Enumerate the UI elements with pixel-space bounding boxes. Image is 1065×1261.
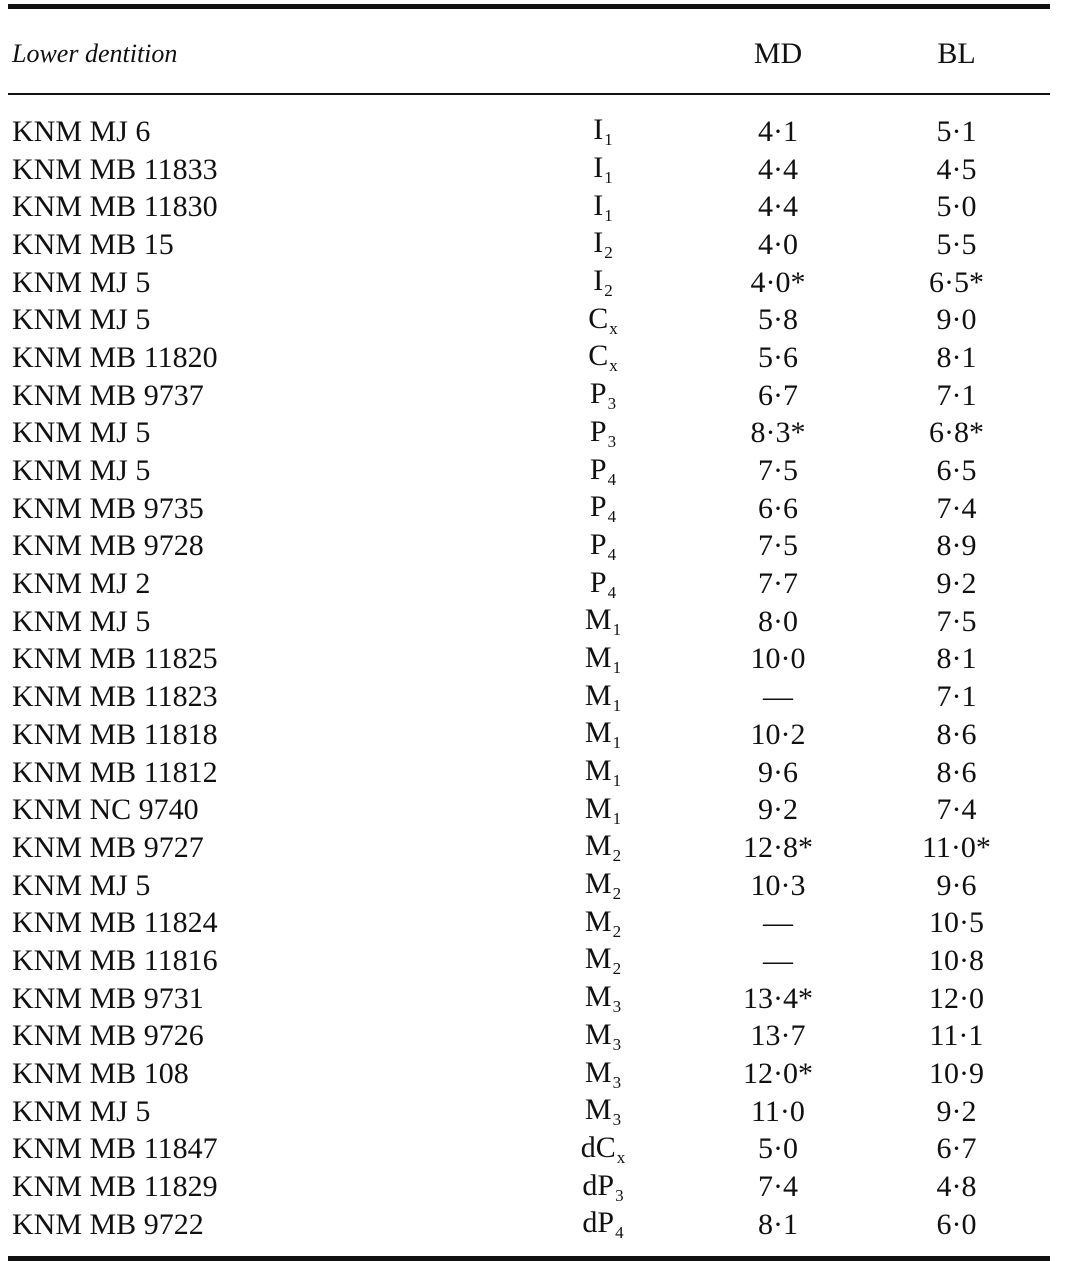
md-cell: 7·5 [758,454,798,488]
tooth-cell [513,153,693,186]
bl-cell: 8·9 [936,529,977,563]
tooth-position: 3 [615,1185,624,1205]
md-cell: 11·0 [751,1094,805,1128]
specimen-cell: KNM MJ 5 [12,303,151,337]
tooth-type: M [584,754,612,788]
md-cell: 13·4* [743,981,813,1015]
tooth-position: 4 [615,1223,624,1243]
table-row [8,528,1050,566]
table-row [8,264,1050,302]
table-body [8,95,1050,1244]
tooth-position: 2 [612,921,622,941]
bl-cell: 8·6 [936,717,977,751]
bl-cell: 6·5 [936,454,977,488]
specimen-cell: KNM MB 11818 [12,717,218,751]
specimen-cell: KNM MB 9731 [12,981,204,1015]
table-row [8,113,1050,151]
md-cell: 4·0* [750,265,806,299]
table-row [8,301,1050,339]
bl-cell: 10·8 [929,943,984,977]
tooth-cell [513,1055,693,1092]
tooth-cell [513,188,693,225]
md-cell: — [763,943,793,977]
bl-cell: 6·0 [936,1207,977,1241]
bl-cell: 8·6 [936,755,977,789]
specimen-cell: KNM MJ 5 [12,265,151,299]
table-row [8,1093,1050,1131]
specimen-cell: KNM MB 9722 [12,1207,204,1241]
tooth-cell [513,341,693,374]
tooth-type: M [584,1055,612,1089]
table-row [8,1168,1050,1206]
md-cell: 10·3 [750,868,806,902]
specimen-cell: KNM MB 11812 [12,755,218,789]
tooth-position: 1 [604,205,613,225]
md-cell: 12·0* [743,1057,813,1091]
md-cell: 4·4 [758,152,798,186]
specimen-cell: KNM MB 9726 [12,1019,204,1053]
tooth-position: x [609,356,618,376]
tooth-position: 2 [604,281,613,301]
tooth-cell [513,869,693,902]
tooth-type: M [584,904,612,938]
table-row [8,829,1050,867]
tooth-cell [513,452,693,489]
tooth-type: P [589,377,607,411]
tooth-position: 1 [604,130,613,150]
tooth-cell [513,944,693,977]
bl-cell: 7·4 [936,491,977,525]
tooth-type: M [584,716,612,750]
table-header-row [8,9,1050,93]
table-row [8,452,1050,490]
tooth-cell [513,605,693,638]
bl-cell: 4·5 [936,152,977,186]
specimen-cell: KNM MB 11816 [12,943,218,977]
bl-cell: 5·0 [936,190,977,224]
table-row [8,339,1050,377]
specimen-cell: KNM MB 11825 [12,642,218,676]
table-row [8,490,1050,528]
tooth-cell [513,1017,693,1054]
bl-cell: 7·5 [936,604,977,638]
bl-cell: 12·0 [929,981,984,1015]
tooth-type: P [589,414,607,448]
bl-cell: 10·9 [929,1057,984,1091]
tooth-type: M [584,829,612,863]
tooth-position: 4 [607,507,617,527]
specimen-cell: KNM MB 11820 [12,340,218,374]
tooth-cell [513,527,693,564]
table-bottom-rule [8,1256,1050,1261]
bl-cell: 9·6 [936,868,977,902]
tooth-position: 1 [612,657,622,677]
tooth-cell [513,640,693,677]
tooth-position: 4 [607,544,617,564]
tooth-position: 2 [612,884,622,904]
header-bl: BL [937,37,976,70]
md-cell: 7·7 [758,567,798,601]
md-cell: — [763,906,793,940]
specimen-cell: KNM MJ 5 [12,454,151,488]
md-cell: 9·6 [758,755,798,789]
tooth-position: 3 [612,1110,622,1130]
md-cell: 12·8* [743,830,813,864]
table-row [8,377,1050,415]
table-row [8,754,1050,792]
dentition-table [8,4,1050,1261]
tooth-type: C [588,339,609,373]
tooth-type: P [589,490,607,524]
tooth-cell [513,1208,693,1241]
specimen-cell: KNM MJ 5 [12,416,151,450]
bl-cell: 8·1 [936,340,977,374]
specimen-cell: KNM MB 9737 [12,378,204,412]
tooth-position: 1 [612,771,622,791]
table-row [8,678,1050,716]
tooth-position: 2 [604,243,613,263]
md-cell: 5·6 [758,340,798,374]
table-row [8,716,1050,754]
tooth-position: 3 [607,394,617,414]
md-cell: 9·2 [758,793,798,827]
tooth-position: x [616,1147,626,1167]
specimen-cell: KNM MB 11829 [12,1170,218,1204]
tooth-type: C [588,301,609,335]
tooth-cell [513,791,693,828]
bl-cell: 5·1 [936,114,977,148]
tooth-position: 3 [612,1072,622,1092]
bl-cell: 6·7 [936,1132,977,1166]
table-row [8,151,1050,189]
specimen-cell: KNM MB 9727 [12,830,204,864]
specimen-cell: KNM MB 11823 [12,680,218,714]
specimen-cell: KNM MB 11830 [12,190,218,224]
tooth-cell [513,266,693,299]
tooth-type: I [593,226,604,260]
tooth-cell [513,1130,693,1167]
table-row [8,942,1050,980]
table-row [8,867,1050,905]
md-cell: 8·0 [758,604,798,638]
tooth-cell [513,1168,693,1205]
md-cell: 7·5 [758,529,798,563]
specimen-cell: KNM MB 15 [12,227,174,261]
bl-cell: 11·1 [929,1019,984,1053]
tooth-cell [513,678,693,715]
bl-cell: 6·8* [929,416,984,450]
bl-cell: 7·4 [936,793,977,827]
specimen-cell: KNM MB 9735 [12,491,204,525]
tooth-type: I [593,113,604,147]
md-cell: 8·3* [750,416,806,450]
tooth-type: M [584,678,612,712]
table-row [8,226,1050,264]
specimen-cell: KNM MB 11833 [12,152,218,186]
specimen-cell: KNM MB 11847 [12,1132,218,1166]
md-cell: 6·7 [758,378,798,412]
tooth-cell [513,379,693,412]
tooth-cell [513,1095,693,1128]
table-row [8,1018,1050,1056]
md-cell: 4·0 [758,227,798,261]
tooth-position: 4 [607,582,617,602]
bl-cell: 11·0* [922,830,991,864]
tooth-type: I [593,151,604,185]
tooth-type: M [584,640,612,674]
md-cell: 6·6 [758,491,798,525]
specimen-cell: KNM NC 9740 [12,793,199,827]
tooth-cell [513,904,693,941]
header-specimen: Lower dentition [12,39,178,68]
table-row [8,904,1050,942]
tooth-position: 4 [607,469,617,489]
tooth-type: M [584,1093,612,1127]
tooth-position: 1 [612,733,622,753]
table-row [8,603,1050,641]
specimen-cell: KNM MB 108 [12,1057,189,1091]
tooth-type: M [584,867,612,901]
table-row [8,980,1050,1018]
tooth-cell [513,565,693,602]
tooth-cell [513,756,693,789]
tooth-cell [513,831,693,864]
tooth-type: dP [582,1168,615,1202]
table-row [8,188,1050,226]
table-row [8,1055,1050,1093]
bl-cell: 7·1 [936,680,977,714]
tooth-cell [513,301,693,338]
tooth-position: 2 [612,959,622,979]
tooth-position: 3 [607,431,617,451]
tooth-type: dP [582,1206,615,1240]
tooth-cell [513,492,693,525]
md-cell: 5·0 [758,1132,798,1166]
md-cell: 5·8 [758,303,798,337]
md-cell: 4·1 [758,114,798,148]
tooth-type: P [589,527,607,561]
md-cell: 4·4 [758,190,798,224]
tooth-cell [513,228,693,261]
table-row [8,565,1050,603]
md-cell: 13·7 [750,1019,806,1053]
tooth-position: 1 [604,168,613,188]
tooth-type: dC [580,1130,616,1164]
tooth-cell [513,718,693,751]
specimen-cell: KNM MJ 2 [12,567,151,601]
tooth-position: 1 [612,695,622,715]
tooth-position: 3 [612,997,622,1017]
bl-cell: 4·8 [936,1170,977,1204]
md-cell: 10·0 [750,642,806,676]
tooth-cell [513,414,693,451]
tooth-cell [513,115,693,148]
tooth-type: P [589,452,607,486]
table-row [8,1206,1050,1244]
specimen-cell: KNM MB 9728 [12,529,204,563]
tooth-type: I [593,188,604,222]
table-row [8,1131,1050,1169]
tooth-position: 3 [612,1034,622,1054]
bl-cell: 10·5 [929,906,984,940]
bl-cell: 8·1 [936,642,977,676]
tooth-type: M [584,603,612,637]
tooth-type: I [593,264,604,298]
tooth-position: x [609,318,618,338]
md-cell: — [763,680,793,714]
md-cell: 7·4 [758,1170,798,1204]
tooth-type: M [584,942,612,976]
bl-cell: 9·0 [936,303,977,337]
tooth-position: 1 [612,620,622,640]
bl-cell: 5·5 [936,227,977,261]
md-cell: 8·1 [758,1207,798,1241]
tooth-type: P [589,565,607,599]
tooth-position: 1 [612,808,622,828]
table-row [8,791,1050,829]
specimen-cell: KNM MJ 5 [12,604,151,638]
tooth-cell [513,982,693,1015]
table-row [8,415,1050,453]
specimen-cell: KNM MJ 5 [12,868,151,902]
table-row [8,641,1050,679]
specimen-cell: KNM MB 11824 [12,906,218,940]
header-md: MD [753,37,803,70]
md-cell: 10·2 [750,717,806,751]
tooth-type: M [584,791,612,825]
tooth-type: M [584,1017,612,1051]
tooth-type: M [584,980,612,1014]
bl-cell: 6·5* [929,265,984,299]
tooth-position: 2 [612,846,622,866]
bl-cell: 7·1 [936,378,977,412]
bl-cell: 9·2 [936,567,977,601]
bl-cell: 9·2 [936,1094,977,1128]
specimen-cell: KNM MJ 6 [12,114,151,148]
specimen-cell: KNM MJ 5 [12,1094,151,1128]
